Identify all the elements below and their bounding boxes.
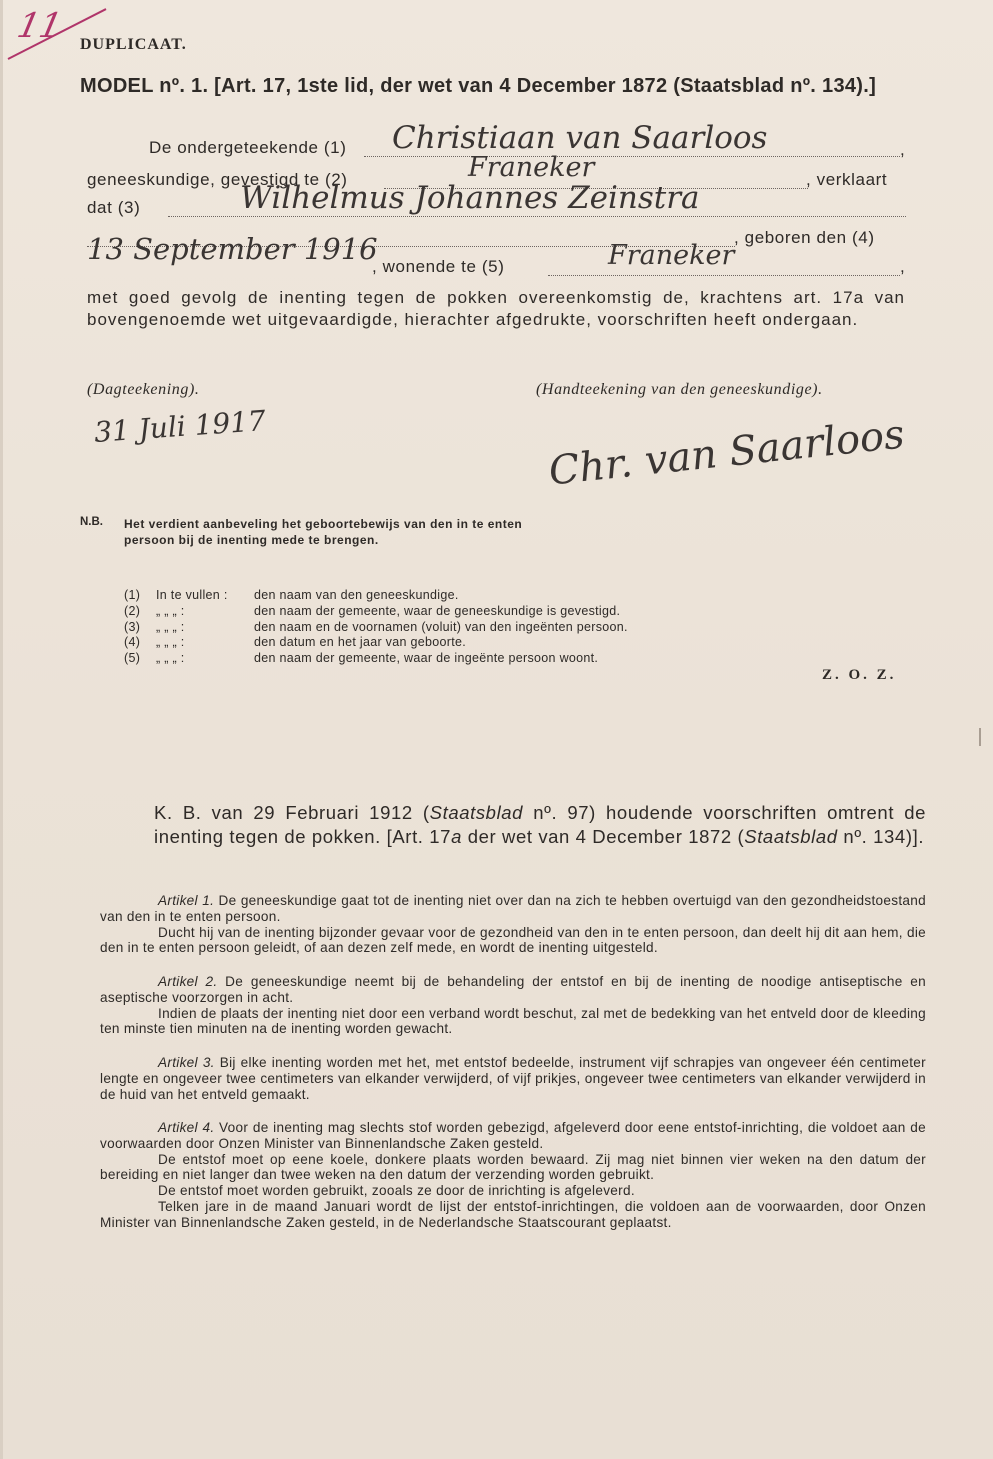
model-heading: MODEL nº. 1. [Art. 17, 1ste lid, der wet van 4 December 1872 (Staatsblad nº. 134).]	[80, 75, 877, 97]
footnote-text: den naam der gemeente, waar de geneeskundige is gevestigd.	[254, 604, 621, 618]
article-2	[100, 974, 926, 1037]
footnote-label: „ „ „ :	[156, 651, 185, 665]
turn-over-note: Z. O. Z.	[822, 667, 897, 683]
margin-note: 11	[13, 6, 66, 46]
article-4	[100, 1120, 926, 1231]
article-2-para-2: Indien de plaats der inenting niet door een verband wordt beschut, zal met de bedekking van het entveld door de kleeding ten minste tien minuten na de inenting worden gewacht.	[100, 1005, 926, 1037]
article-2-para-1: De geneeskundige neemt bij de behandeling der entstof en bij de inenting de noodige antiseptische en aseptische voorzorgen in acht.	[100, 974, 926, 1005]
footnote-label: In te vullen :	[156, 588, 228, 602]
form-line4-suffix: , geboren den (4)	[734, 228, 875, 247]
form-paragraph: met goed gevolg de inenting tegen de pokken overeenkomstig de, krachtens art. 17a van bovengenoemde wet uitgevaardigde, hierachter afgedrukte, voorschriften heeft ondergaan.	[87, 288, 905, 329]
footnote-label: „ „ „ :	[156, 604, 185, 618]
comma-5: ,	[900, 257, 906, 276]
decree-heading	[154, 801, 926, 849]
handwritten-signature: Chr. van Saarloos	[546, 411, 907, 495]
decree-text-1: K. B. van 29 Februari 1912 (	[154, 802, 430, 823]
footnote-number: (4)	[124, 635, 141, 649]
article-3-para-1: Bij elke inenting worden met het, met entstof bedeelde, instrument vijf schrapjes van ongeveer één centimeter lengte en ongeveer twee centimeters van elkander verwijderd, of vijf prikjes, ongeveer twee centimeters van elkander verwijderd in de huid van het entveld gemaakt.	[100, 1055, 926, 1102]
article-1	[100, 893, 926, 956]
date-label: (Dagteekening).	[87, 381, 200, 398]
handwritten-place: Franeker	[468, 152, 595, 183]
article-4-label: Artikel 4.	[158, 1120, 215, 1135]
handwritten-child-name: Wilhelmus Johannes Zeinstra	[240, 180, 700, 216]
dotted-line-5	[548, 274, 900, 276]
handwritten-residence: Franeker	[608, 240, 735, 271]
article-4-para-4: Telken jare in de maand Januari wordt de lijst der entstof-inrichtingen, die voldoen aan de voorwaarden, door Onzen Minister van Binnenlandsche Zaken gesteld, in de Nederlandsche Staatscourant geplaatst.	[100, 1198, 926, 1230]
paper-edge	[0, 0, 3, 1459]
footnote-number: (1)	[124, 588, 141, 602]
footnote-text: den naam van den geneeskundige.	[254, 588, 459, 602]
nb-text: Het verdient aanbeveling het geboortebewijs van den in te enten persoon bij de inenting mede te brengen.	[124, 517, 523, 547]
decree-text-4: nº. 134)].	[837, 826, 925, 847]
form-line2-suffix: , verklaart	[806, 170, 888, 189]
decree-text-3: der wet van 4 December 1872 (	[461, 826, 745, 847]
form-line2-label: geneeskundige, gevestigd te (2)	[87, 170, 348, 189]
handwritten-birthdate: 13 September 1916	[87, 232, 378, 266]
signature-label: (Handteekening van den geneeskundige).	[536, 381, 823, 398]
nb-label: N.B.	[80, 516, 103, 528]
footnote-number: (3)	[124, 620, 141, 634]
decree-italic-3: Staatsblad	[744, 826, 838, 847]
footnote-label: „ „ „ :	[156, 620, 185, 634]
article-1-para-1: De geneeskundige gaat tot de inenting niet over dan na zich te hebben overtuigd van den gezondheidstoestand van den in te enten persoon.	[100, 893, 926, 924]
article-3	[100, 1055, 926, 1102]
decree-text-2: nº. 97) houdende voorschriften omtrent de inenting tegen de pokken. [Art. 17	[154, 802, 926, 847]
handwritten-date: 31 Juli 1917	[93, 404, 267, 449]
article-1-label: Artikel 1.	[158, 893, 215, 908]
footnote-number: (5)	[124, 651, 141, 665]
decree-italic-1: Staatsblad	[429, 802, 524, 823]
footnote-text: den naam en de voornamen (voluit) van den ingeënten persoon.	[254, 620, 628, 634]
comma-1: ,	[900, 140, 906, 159]
handwritten-name: Christiaan van Saarloos	[392, 120, 768, 156]
edge-tick	[979, 728, 981, 746]
form-line3-label: dat (3)	[87, 198, 141, 217]
form-line5-mid: , wonende te (5)	[372, 257, 505, 276]
duplicate-heading: DUPLICAAT.	[80, 36, 187, 53]
article-2-label: Artikel 2.	[158, 974, 218, 989]
article-4-para-3: De entstof moet worden gebruikt, zooals ze door de inrichting is afgeleverd.	[158, 1183, 635, 1199]
footnote-text: den datum en het jaar van geboorte.	[254, 635, 467, 649]
article-1-para-2: Ducht hij van de inenting bijzonder gevaar voor de gezondheid van den in te enten persoon, dan deelt hij dit aan hem, die den in te enten persoon geleidt, of aan dezen zelf mede, en wordt de inenting uitgesteld.	[100, 924, 926, 956]
article-3-label: Artikel 3.	[158, 1055, 215, 1070]
article-4-para-2: De entstof moet op eene koele, donkere plaats worden bewaard. Zij mag niet binnen vier weken na den datum der bereiding en niet langer dan twee weken na den datum der verzending worden gebruikt.	[100, 1151, 926, 1183]
footnote-label: „ „ „ :	[156, 635, 185, 649]
article-4-para-1: Voor de inenting mag slechts stof worden gebezigd, afgeleverd door eene entstof-inrichting, die voldoet aan de voorwaarden door Onzen Minister van Binnenlandsche Zaken gesteld.	[100, 1120, 926, 1151]
form-line1-label: De ondergeteekende (1)	[149, 138, 347, 157]
decree-italic-2: a	[451, 826, 462, 847]
footnote-number: (2)	[124, 604, 141, 618]
footnote-text: den naam der gemeente, waar de ingeënte persoon woont.	[254, 651, 599, 665]
